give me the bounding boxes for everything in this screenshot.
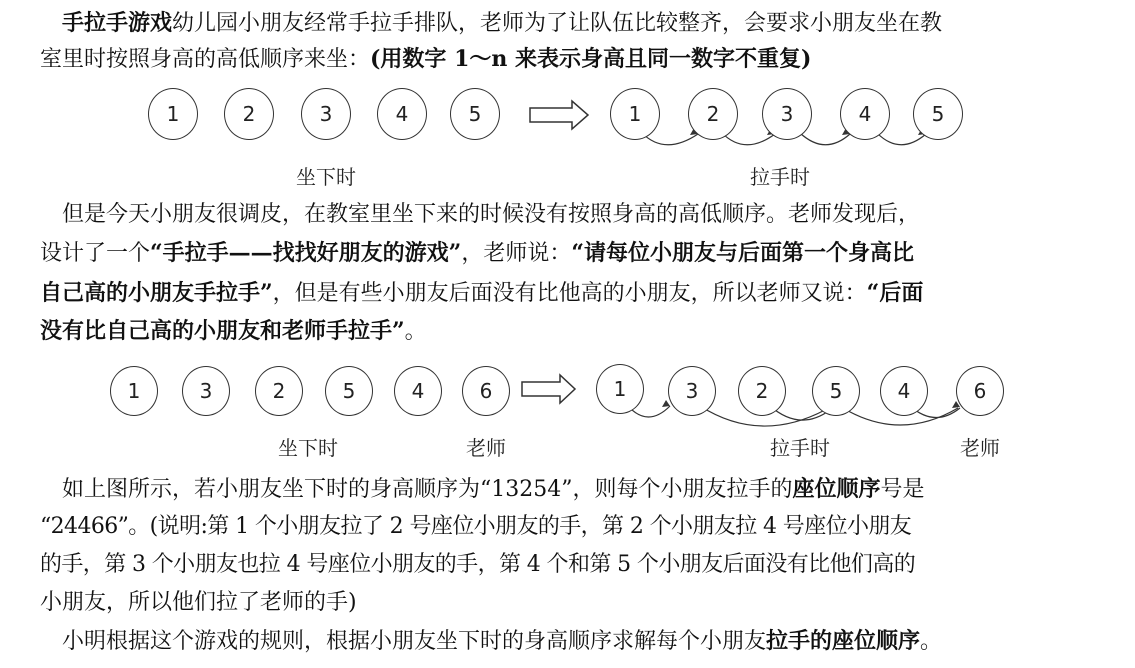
- seat-circle: 5: [913, 88, 963, 140]
- para3-text: 如上图所示，若小朋友坐下时的身高顺序为“13254”，则每个小朋友拉手的: [62, 477, 793, 502]
- title-bold: 手拉手游戏: [62, 10, 173, 36]
- para3-line4: 小朋友，所以他们拉了老师的手): [40, 590, 357, 615]
- para4-bold: 拉手的座位顺序: [766, 628, 921, 654]
- hollow-right-arrow-icon: [522, 375, 575, 403]
- para1-line2-text: 室里时按照身高的高低顺序来坐：: [40, 47, 371, 72]
- arrowhead-icon: [662, 400, 670, 407]
- para1-line1-text: 幼儿园小朋友经常手拉手排队，老师为了让队伍比较整齐，会要求小朋友坐在教: [172, 11, 943, 36]
- para2-line4: [40, 314, 1115, 349]
- seat-circle: 5: [325, 366, 373, 416]
- seat-circle: 3: [301, 88, 351, 140]
- para2-bold: 自己高的小朋友手拉手”: [40, 280, 273, 306]
- caption-sitting: 坐下时: [278, 436, 338, 460]
- para2-line3: [40, 276, 1115, 311]
- para1-line2-bold: (用数字 1～n 来表示身高且同一数字不重复): [370, 46, 812, 72]
- seat-circle: 3: [182, 366, 230, 416]
- caption-holding: 拉手时: [770, 436, 830, 460]
- para4-line: [62, 624, 1115, 659]
- para3-line3: 的手，第 3 个小朋友也拉 4 号座位小朋友的手，第 4 个和第 5 个小朋友后面没有比他们高的: [40, 552, 916, 577]
- para2-text: 设计了一个: [40, 241, 151, 266]
- para1-line2: [40, 42, 1115, 77]
- seat-circle: 4: [394, 366, 442, 416]
- para3-bold: 座位顺序: [792, 476, 881, 502]
- seat-circle: 2: [688, 88, 738, 140]
- seat-circle: 3: [668, 366, 716, 416]
- para2-text: ，老师说：: [461, 241, 572, 266]
- para2-line2: [40, 236, 1115, 271]
- para4-text: 小明根据这个游戏的规则，根据小朋友坐下时的身高顺序求解每个小朋友: [62, 629, 767, 654]
- para2-bold: “请每位小朋友与后面第一个身高比: [571, 240, 914, 266]
- para4-text: 。: [920, 629, 943, 654]
- seat-circle: 1: [110, 366, 158, 416]
- para3-line2: “24466”。(说明:第 1 个小朋友拉了 2 号座位小朋友的手，第 2 个小朋友拉 4 号座位小朋友: [40, 514, 912, 539]
- seat-circle: 5: [450, 88, 500, 140]
- seat-circle: 2: [738, 366, 786, 416]
- seat-circle: 3: [762, 88, 812, 140]
- para2-bold: “后面: [866, 280, 924, 306]
- para3-line1: [62, 472, 1115, 507]
- diagram-sorted: [0, 86, 1135, 190]
- diagram-unsorted: [0, 362, 1135, 462]
- seat-circle: 2: [224, 88, 274, 140]
- seat-circle: 5: [812, 366, 860, 416]
- seat-circle: 2: [255, 366, 303, 416]
- para1-line1: [62, 6, 1115, 41]
- seat-circle: 1: [148, 88, 198, 140]
- caption-sitting: 坐下时: [296, 165, 356, 189]
- para2-text: ，但是有些小朋友后面没有比他高的小朋友，所以老师又说：: [272, 281, 867, 306]
- seat-circle: 4: [840, 88, 890, 140]
- caption-teacher: 老师: [960, 436, 1000, 460]
- link-curve: [722, 133, 775, 145]
- link-curve: [642, 133, 698, 145]
- para3-text: 号是: [880, 477, 925, 502]
- para2-line1: 但是今天小朋友很调皮，在教室里坐下来的时候没有按照身高的高低顺序。老师发现后，: [62, 202, 921, 227]
- teacher-circle: 6: [462, 366, 510, 416]
- seat-circle: 1: [610, 88, 660, 140]
- para2-bold: 没有比自己高的小朋友和老师手拉手”: [40, 318, 405, 344]
- para2-text: 。: [404, 319, 427, 344]
- seat-circle: 4: [880, 366, 928, 416]
- caption-holding: 拉手时: [750, 165, 810, 189]
- caption-teacher: 老师: [466, 436, 506, 460]
- seat-circle: 4: [377, 88, 427, 140]
- teacher-circle: 6: [956, 366, 1004, 416]
- seat-circle: 1: [596, 364, 644, 414]
- para2-bold: “手拉手——找找好朋友的游戏”: [150, 240, 462, 266]
- hollow-right-arrow-icon: [530, 101, 588, 129]
